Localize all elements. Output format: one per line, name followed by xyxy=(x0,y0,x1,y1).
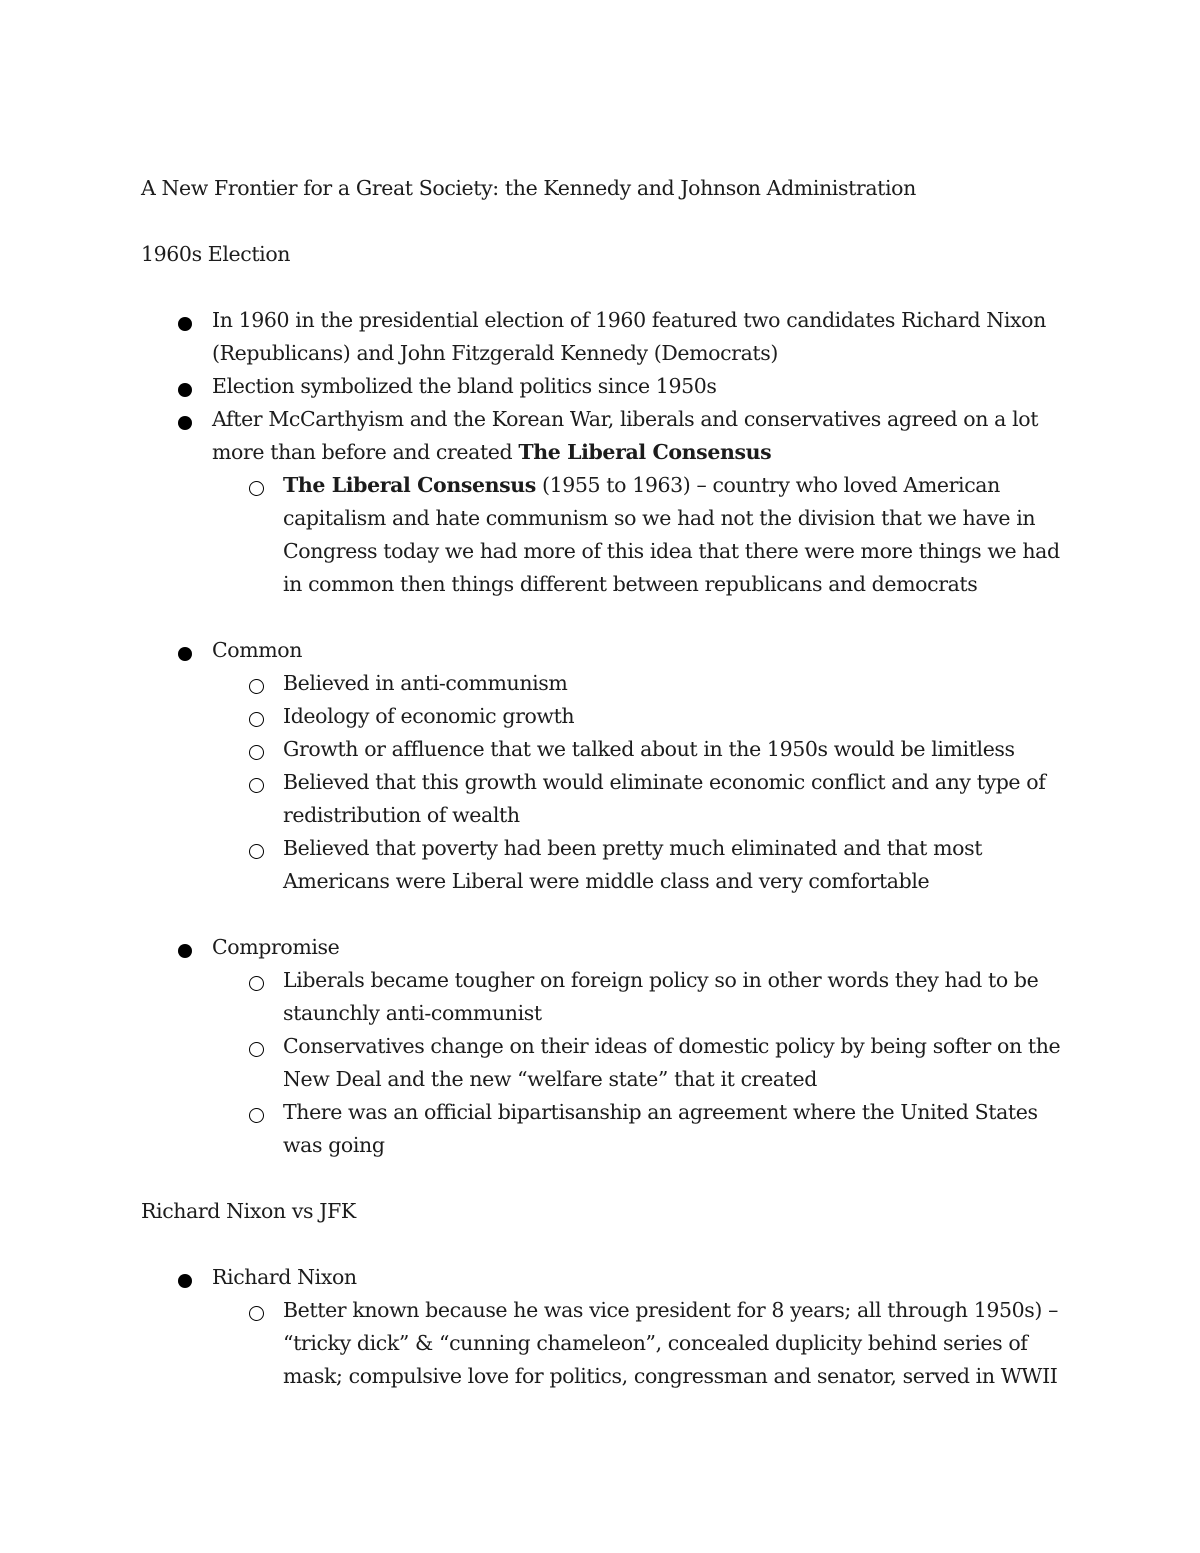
document-title: A New Frontier for a Great Society: the Kennedy and Johnson Administration xyxy=(141,176,916,200)
sub-bullet-text: Believed in anti-communism xyxy=(283,671,568,695)
list-item xyxy=(141,634,1061,898)
list-item xyxy=(141,1261,1061,1393)
sub-bullet-text: Conservatives change on their ideas of domestic policy by being softer on the New Deal and the new “welfare state” that it created xyxy=(283,1034,1061,1091)
nixon-bullet-list xyxy=(141,1261,1061,1393)
bullet-text: Compromise xyxy=(212,935,340,959)
sub-bullet-text: Better known because he was vice president for 8 years; all through 1950s) – “tricky dick” & “cunning chameleon”, concealed duplicity behind series of mask; compulsive love for politics, congressman and senator, served in WWII xyxy=(283,1298,1058,1388)
list-item xyxy=(141,931,1061,1162)
sub-bullet-text: Believed that this growth would eliminate economic conflict and any type of redistribution of wealth xyxy=(283,770,1046,827)
sub-bullet-text: Believed that poverty had been pretty much eliminated and that most Americans were Liberal were middle class and very comfortable xyxy=(283,836,983,893)
document-page xyxy=(141,172,1061,1393)
list-item xyxy=(141,403,1061,601)
bullet-text: After McCarthyism and the Korean War, liberals and conservatives agreed on a lot more than before and created xyxy=(212,407,1039,464)
sub-bullet-list xyxy=(212,1294,1061,1393)
sub-list-item xyxy=(212,1294,1061,1393)
bold-term: The Liberal Consensus xyxy=(518,440,772,464)
sub-list-item xyxy=(212,832,1061,898)
sub-bullet-list xyxy=(212,667,1061,898)
election-bullet-list xyxy=(141,304,1061,601)
sub-bullet-text: Growth or affluence that we talked about in the 1950s would be limitless xyxy=(283,737,1015,761)
section-heading-nixon-vs-jfk: Richard Nixon vs JFK xyxy=(141,1199,356,1223)
sub-bullet-text: There was an official bipartisanship an agreement where the United States was going xyxy=(283,1100,1038,1157)
bullet-text: Election symbolized the bland politics since 1950s xyxy=(212,374,717,398)
sub-list-item xyxy=(212,964,1061,1030)
compromise-bullet-list xyxy=(141,931,1061,1162)
bullet-text: Common xyxy=(212,638,303,662)
sub-bullet-list xyxy=(212,469,1061,601)
list-item xyxy=(141,304,1061,370)
sub-bullet-text: Ideology of economic growth xyxy=(283,704,575,728)
sub-list-item xyxy=(212,1096,1061,1162)
sub-bullet-text: Liberals became tougher on foreign policy so in other words they had to be staunchly anti-communist xyxy=(283,968,1039,1025)
section-heading-1960s-election: 1960s Election xyxy=(141,242,291,266)
sub-bullet-text: (1955 to 1963) – country who loved American capitalism and hate communism so we had not the division that we have in Congress today we had more of this idea that there were more things we had in common then things different between republicans and democrats xyxy=(283,473,1060,596)
bullet-text: Richard Nixon xyxy=(212,1265,357,1289)
sub-list-item xyxy=(212,766,1061,832)
sub-bullet-list xyxy=(212,964,1061,1162)
sub-list-item xyxy=(212,667,1061,700)
sub-list-item xyxy=(212,733,1061,766)
sub-list-item xyxy=(212,700,1061,733)
sub-list-item xyxy=(212,469,1061,601)
sub-list-item xyxy=(212,1030,1061,1096)
bullet-text: In 1960 in the presidential election of 1960 featured two candidates Richard Nixon (Republicans) and John Fitzgerald Kennedy (Democrats) xyxy=(212,308,1046,365)
common-bullet-list xyxy=(141,634,1061,898)
bold-term: The Liberal Consensus xyxy=(283,473,536,497)
list-item xyxy=(141,370,1061,403)
